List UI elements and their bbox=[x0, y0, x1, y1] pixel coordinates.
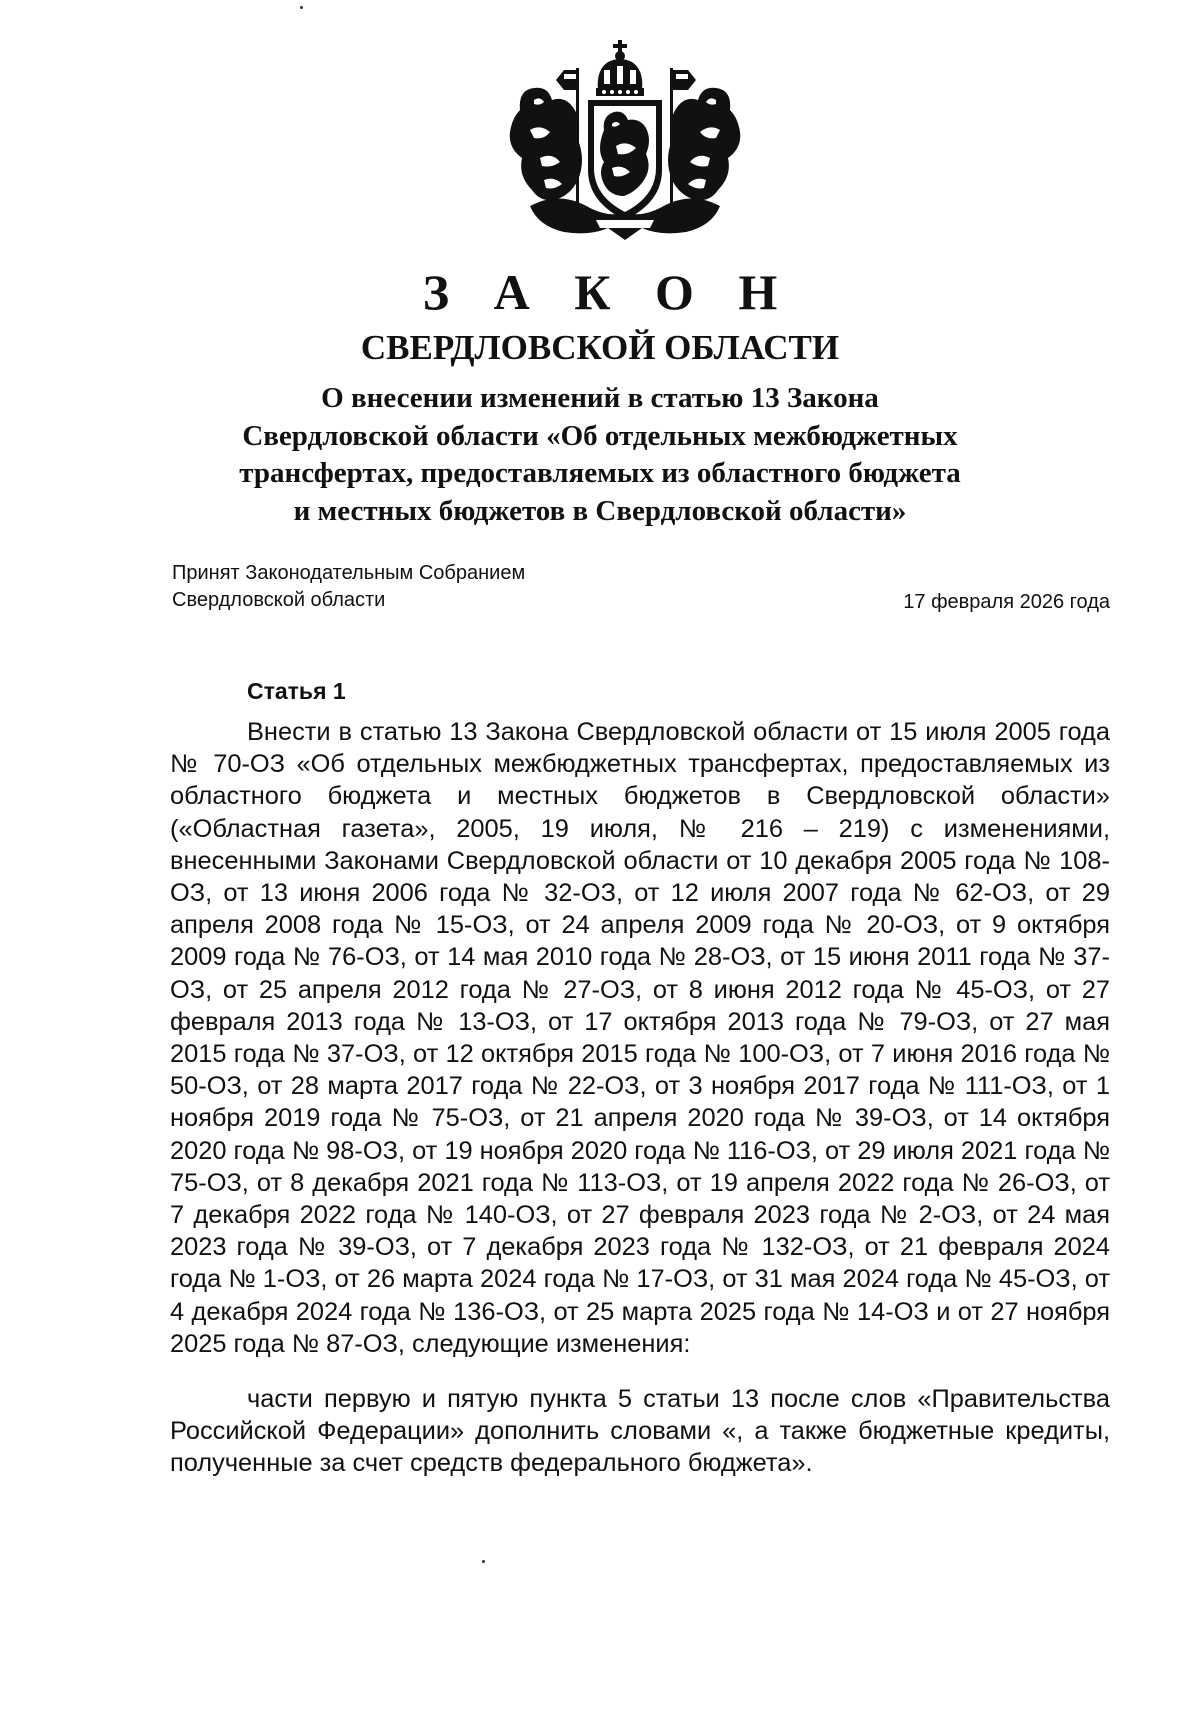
adoption-line: Принят Законодательным Собранием bbox=[172, 562, 526, 584]
law-name bbox=[170, 380, 1030, 530]
article-title: Статья 1 bbox=[247, 678, 346, 704]
law-name-line: и местных бюджетов в Свердловской области» bbox=[293, 494, 907, 527]
article-paragraph: части первую и пятую пункта 5 статьи 13 после слов «Правительства Российской Федерации» дополнить словами «, а также бюджетные кредиты, полученные за счет средств федерального бюджета». bbox=[170, 1385, 1110, 1478]
law-name-line: О внесении изменений в статью 13 Закона bbox=[321, 382, 879, 414]
document-title: З А К О Н bbox=[422, 264, 794, 320]
law-name-line: Свердловской области «Об отдельных межбюджетных bbox=[242, 419, 958, 452]
adoption-date: 17 февраля 2026 года bbox=[903, 591, 1110, 613]
article-paragraph: Внести в статью 13 Закона Свердловской области от 15 июля 2005 года № 70-ОЗ «Об отдельных межбюджетных трансфертах, предоставляемых из областного бюджета и местных бюджетов в Свердловской области» («Областная газета», 2005, 19 июля, № 216 – 219) с изменениями, внесенными Законами Свердловской области от 10 декабря 2005 года № 108-ОЗ, от 13 июня 2006 года № 32-ОЗ, от 12 июля 2007 года № 62-ОЗ, от 29 апреля 2008 года № 15-ОЗ, от 24 апреля 2009 года № 20-ОЗ, от 9 октября 2009 года № 76-ОЗ, от 14 мая 2010 года № 28-ОЗ, от 15 июня 2011 года № 37-ОЗ, от 25 апреля 2012 года № 27-ОЗ, от 8 июня 2012 года № 45-ОЗ, от 27 февраля 2013 года № 13-ОЗ, от 17 октября 2013 года № 79-ОЗ, от 27 мая 2015 года № 37-ОЗ, от 12 октября 2015 года № 100-ОЗ, от 7 июня 2016 года № 50-ОЗ, от 28 марта 2017 года № 22-ОЗ, от 3 ноября 2017 года № 111-ОЗ, от 1 ноября 2019 года № 75-ОЗ, от 21 апреля 2020 года № 39-ОЗ, от 14 октября 2020 года № 98-ОЗ, от 19 ноября 2020 года № 116-ОЗ, от 29 июля 2021 года № 75-ОЗ, от 8 декабря 2021 года № 113-ОЗ, от 19 апреля 2022 года № 26-ОЗ, от 7 декабря 2022 года № 140-ОЗ, от 27 февраля 2023 года № 2-ОЗ, от 24 мая 2023 года № 39-ОЗ, от 7 декабря 2023 года № 132-ОЗ, от 21 февраля 2024 года № 1-ОЗ, от 26 марта 2024 года № 17-ОЗ, от 31 мая 2024 года № 45-ОЗ, от 4 декабря 2024 года № 136-ОЗ, от 25 марта 2025 года № 14-ОЗ и от 27 ноября 2025 года № 87-ОЗ, следующие изменения: bbox=[170, 718, 1110, 1358]
scan-speck bbox=[482, 1560, 485, 1563]
adoption-note bbox=[172, 560, 672, 614]
coat-of-arms-icon bbox=[500, 40, 750, 240]
adoption-line: Свердловской области bbox=[172, 589, 386, 611]
document-subtitle: СВЕРДЛОВСКОЙ ОБЛАСТИ bbox=[360, 328, 840, 367]
law-name-line: трансфертах, предоставляемых из областного бюджета bbox=[239, 457, 961, 489]
scan-speck bbox=[300, 6, 303, 9]
